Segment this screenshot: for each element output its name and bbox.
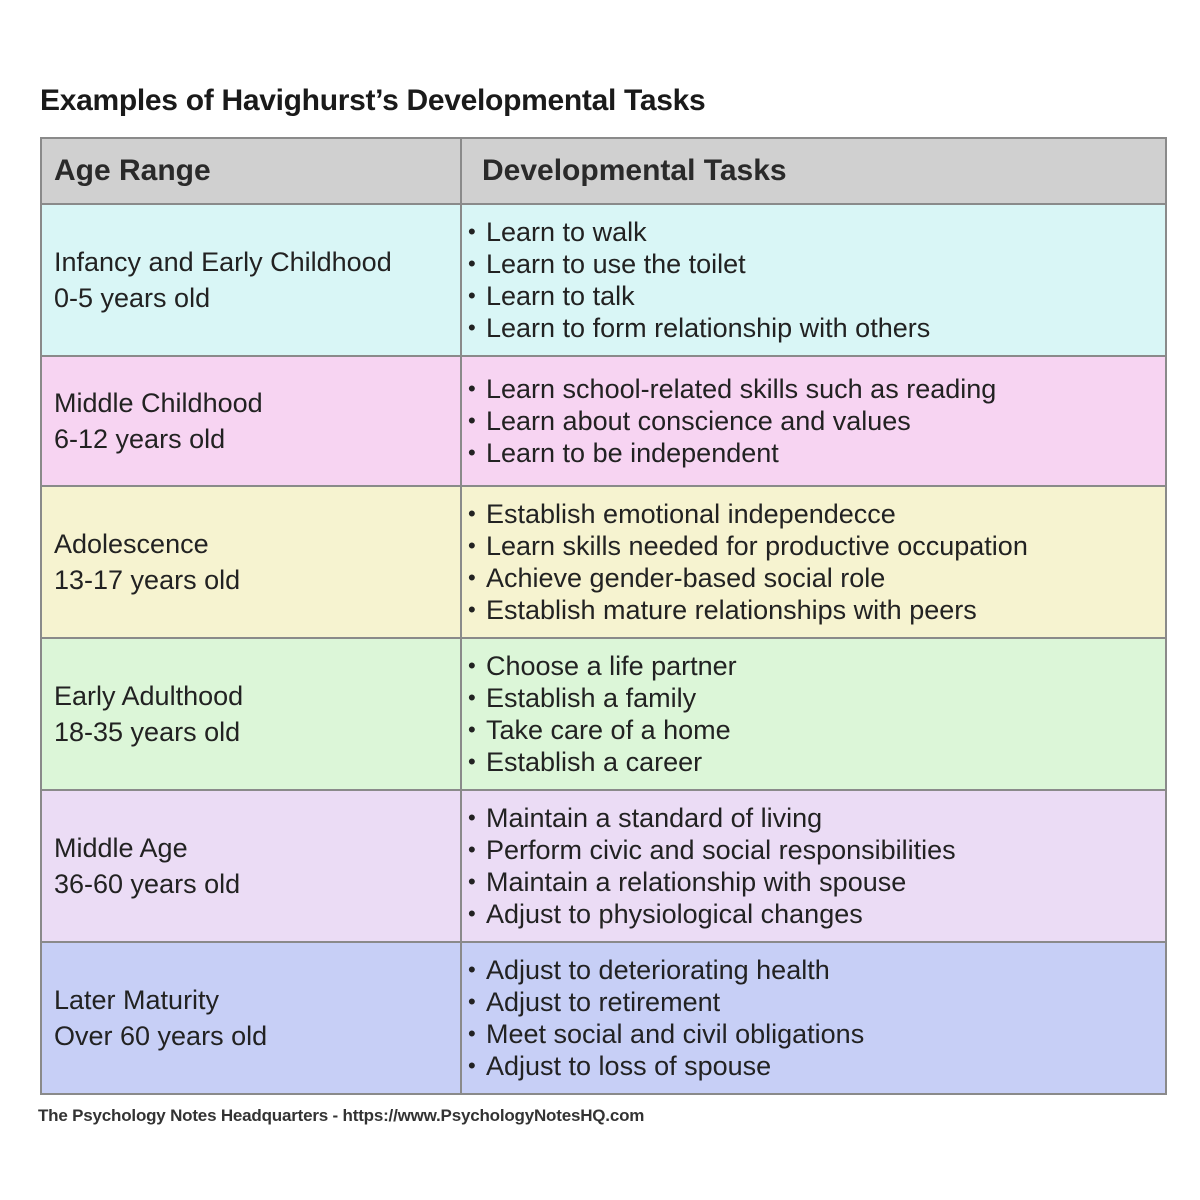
task-item: • Adjust to retirement [466,986,1165,1018]
stage-name: Early Adulthood [54,681,244,711]
task-item: • Learn to use the toilet [466,248,1165,280]
age-range-cell [41,486,461,638]
table-row [41,356,1166,486]
task-list [466,802,1165,930]
task-item: • Establish a family [466,682,1165,714]
task-item: • Choose a life partner [466,650,1165,682]
task-item: • Establish emotional independecce [466,498,1165,530]
task-item: • Perform civic and social responsibilities [466,834,1165,866]
tasks-cell [461,356,1166,486]
stage-name: Middle Childhood [54,388,263,418]
table-row [41,486,1166,638]
age-range-header: Age Range [41,138,461,204]
task-item: • Achieve gender-based social role [466,562,1165,594]
task-item: • Learn school-related skills such as reading [466,373,1165,405]
table-row [41,942,1166,1094]
age-range-cell [41,790,461,942]
table-header-row [41,138,1166,204]
task-list [466,650,1165,778]
document-title: Examples of Havighurst’s Developmental Tasks [40,84,706,117]
age-range-cell [41,638,461,790]
age-range-cell [41,204,461,356]
tasks-cell [461,942,1166,1094]
stage-age: 13-17 years old [54,565,241,595]
developmental-tasks-header: Developmental Tasks [461,138,1166,204]
task-item: • Learn skills needed for productive occupation [466,530,1165,562]
stage-age: Over 60 years old [54,1021,268,1051]
tasks-cell [461,638,1166,790]
age-range-cell [41,942,461,1094]
tasks-cell [461,790,1166,942]
table-row [41,204,1166,356]
task-list [466,216,1165,344]
table-row [41,790,1166,942]
task-item: • Adjust to loss of spouse [466,1050,1165,1082]
stage-name: Later Maturity [54,985,220,1015]
task-item: • Establish mature relationships with peers [466,594,1165,626]
tasks-cell [461,204,1166,356]
stage-name: Middle Age [54,833,188,863]
stage-age: 36-60 years old [54,869,241,899]
age-range-cell [41,356,461,486]
task-item: • Take care of a home [466,714,1165,746]
task-item: • Meet social and civil obligations [466,1018,1165,1050]
task-list [466,373,1165,469]
stage-age: 6-12 years old [54,424,226,454]
source-credit: The Psychology Notes Headquarters - https://www.PsychologyNotesHQ.com [38,1106,645,1125]
stage-age: 0-5 years old [54,283,211,313]
task-item: • Learn to talk [466,280,1165,312]
task-list [466,954,1165,1082]
task-item: • Establish a career [466,746,1165,778]
task-item: • Learn about conscience and values [466,405,1165,437]
stage-age: 18-35 years old [54,717,241,747]
task-item: • Learn to form relationship with others [466,312,1165,344]
task-item: • Maintain a standard of living [466,802,1165,834]
task-item: • Adjust to physiological changes [466,898,1165,930]
task-item: • Adjust to deteriorating health [466,954,1165,986]
stage-name: Adolescence [54,529,209,559]
task-list [466,498,1165,626]
developmental-tasks-table [40,137,1167,1095]
task-item: • Maintain a relationship with spouse [466,866,1165,898]
stage-name: Infancy and Early Childhood [54,247,392,277]
task-item: • Learn to walk [466,216,1165,248]
tasks-cell [461,486,1166,638]
table-row [41,638,1166,790]
task-item: • Learn to be independent [466,437,1165,469]
